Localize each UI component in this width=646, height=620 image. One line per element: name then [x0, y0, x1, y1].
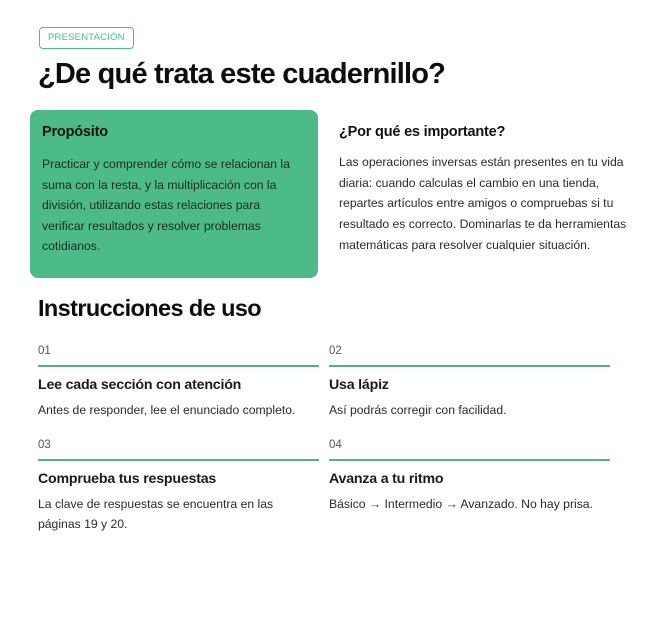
purpose-card [30, 110, 318, 278]
step-divider [329, 365, 610, 367]
step-number: 01 [38, 345, 51, 357]
instruction-step [38, 438, 319, 534]
page-title: ¿De qué trata este cuadernillo? [38, 58, 446, 90]
step-divider [38, 365, 319, 367]
purpose-body: Practicar y comprender cómo se relacionan la suma con la resta, y la multiplicación con la división, utilizando estas relaciones para verificar resultados y resolver problemas cotidianos. [42, 157, 290, 253]
purpose-title: Propósito [42, 124, 108, 140]
step-body: Antes de responder, lee el enunciado completo. [38, 403, 296, 417]
instruction-step [329, 344, 610, 420]
step-body: Básico → Intermedio → Avanzado. No hay prisa. [329, 497, 593, 511]
step-title: Comprueba tus respuestas [38, 471, 217, 487]
step-number: 04 [329, 439, 342, 451]
importance-title: ¿Por qué es importante? [339, 124, 506, 140]
step-title: Avanza a tu ritmo [329, 471, 444, 487]
step-divider [329, 459, 610, 461]
instruction-step [329, 438, 610, 514]
step-title: Lee cada sección con atención [38, 377, 242, 393]
importance-body: Las operaciones inversas están presentes en tu vida diaria: cuando calculas el cambio en una tienda, repartes artículos entre amigos o compruebas si tu resultado es correcto. Dominarlas te da herramientas matemáticas para resolver cualquier situación. [339, 155, 627, 252]
step-body: La clave de respuestas se encuentra en las páginas 19 y 20. [38, 497, 274, 531]
step-number: 02 [329, 345, 342, 357]
section-badge: PRESENTACIÓN [39, 27, 134, 49]
importance-block [339, 124, 629, 256]
instructions-title: Instrucciones de uso [38, 295, 262, 321]
step-number: 03 [38, 439, 51, 451]
instruction-step [38, 344, 319, 420]
step-title: Usa lápiz [329, 377, 389, 393]
step-divider [38, 459, 319, 461]
step-body: Así podrás corregir con facilidad. [329, 403, 507, 417]
